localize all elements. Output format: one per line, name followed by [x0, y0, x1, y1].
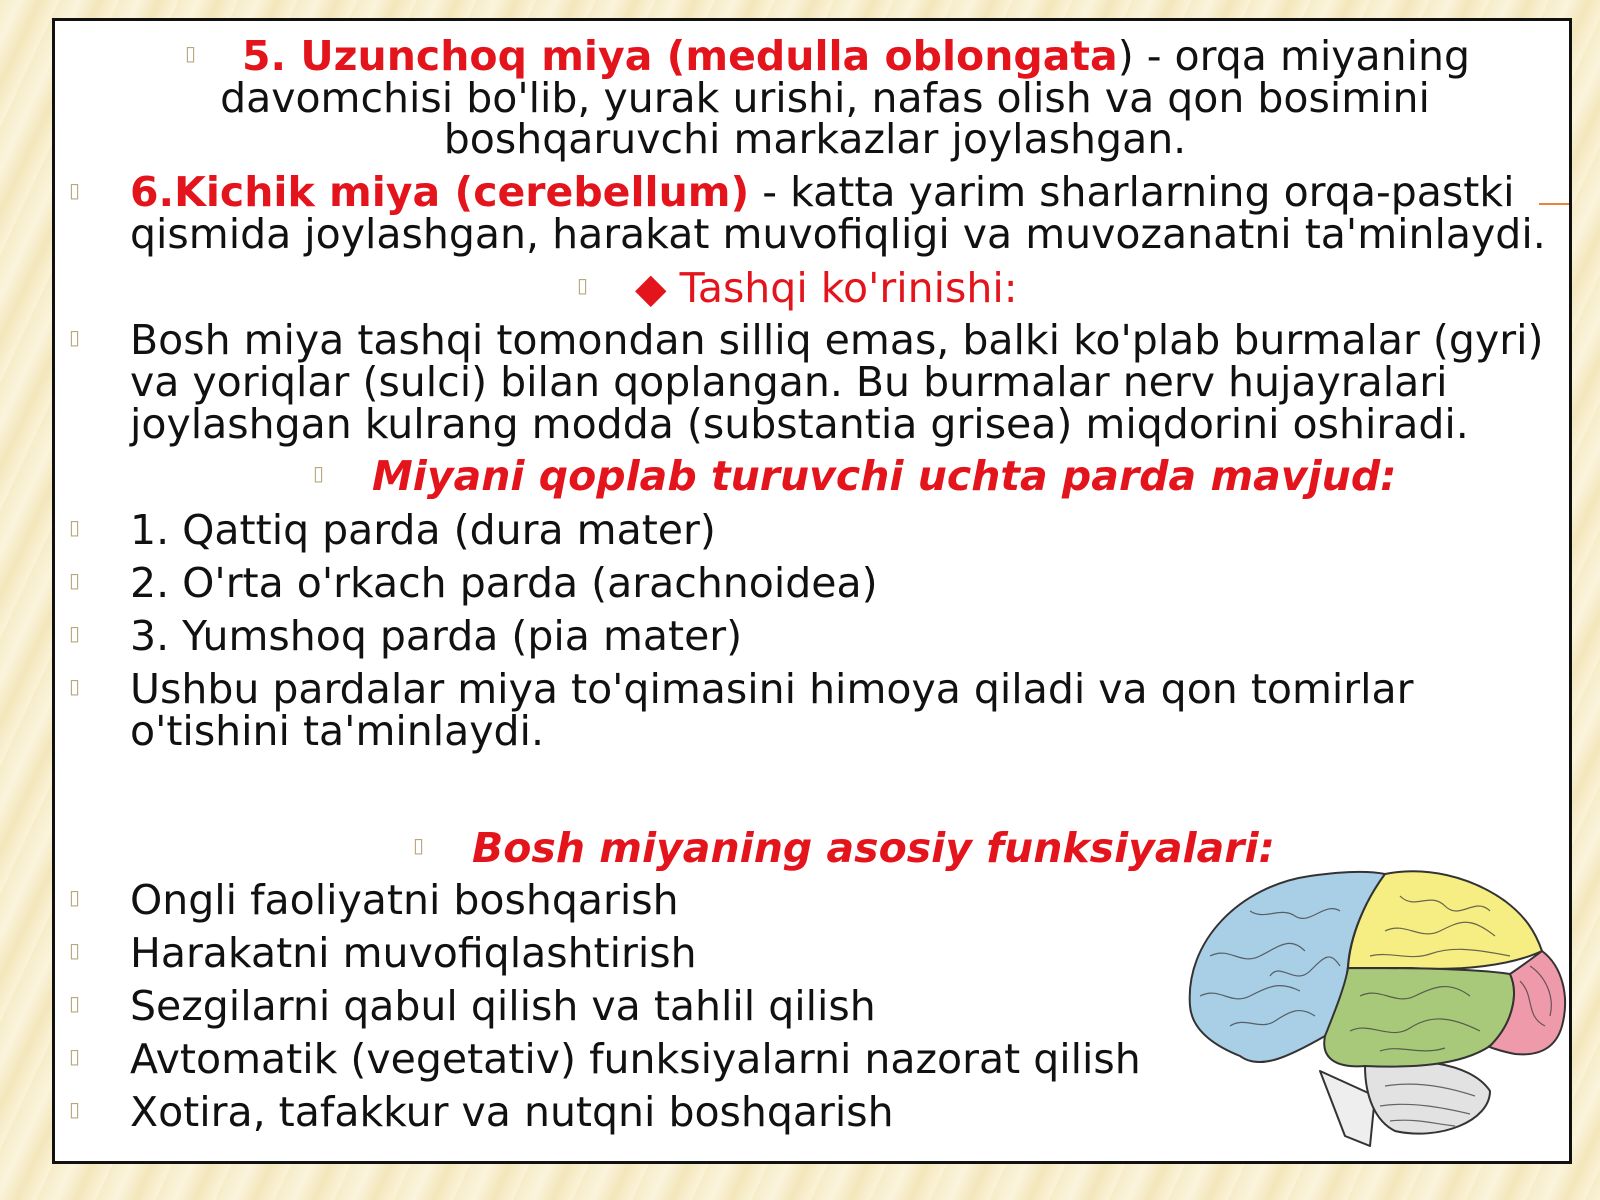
appearance-line-2: va yoriqlar (sulci) bilan qoplangan. Bu burmalar nerv hujayralari: [130, 358, 1448, 406]
bullet-icon: ▯: [69, 674, 81, 698]
bullet-icon: ▯: [69, 325, 81, 349]
bullet-icon: ▯: [69, 1044, 81, 1068]
function-item: Harakatni muvofiqlashtirish: [130, 929, 697, 977]
appearance-heading: ◆ Tashqi ko'rinishi:: [635, 264, 1018, 312]
parietal-lobe: [1348, 871, 1542, 969]
functions-heading: Bosh miyaning asosiy funksiyalari:: [472, 824, 1275, 872]
bullet-icon: ▯: [69, 621, 81, 645]
bullet-icon: ▯: [185, 41, 197, 65]
medulla-heading: 5. Uzunchoq miya (medulla oblongata: [242, 32, 1118, 80]
bullet-icon: ▯: [69, 568, 81, 592]
medulla-line-3: boshqaruvchi markazlar joylashgan.: [443, 115, 1187, 163]
membranes-heading: Miyani qoplab turuvchi uchta parda mavjud:: [372, 452, 1397, 500]
cerebellum-heading: 6.Kichik miya (cerebellum): [130, 168, 750, 216]
decorative-tick: [1539, 203, 1569, 205]
bullet-icon: ▯: [69, 178, 81, 202]
membrane-item: 2. O'rta o'rkach parda (arachnoidea): [130, 559, 878, 607]
appearance-line-3: joylashgan kulrang modda (substantia grisea) miqdorini oshiradi.: [130, 400, 1469, 448]
bullet-icon: ▯: [69, 938, 81, 962]
temporal-lobe: [1324, 968, 1514, 1067]
bullet-icon: ▯: [313, 461, 325, 485]
function-item: Avtomatik (vegetativ) funksiyalarni nazorat qilish: [130, 1035, 1141, 1083]
function-item: Xotira, tafakkur va nutqni boshqarish: [130, 1088, 894, 1136]
slide: [52, 18, 1572, 1164]
medulla-text-1: ) - orqa miyaning: [1117, 32, 1471, 80]
medulla-line-2: davomchisi bo'lib, yurak urishi, nafas olish va qon bosimini: [220, 74, 1430, 122]
cerebellum-text-1: - katta yarim sharlarning orqa-pastki: [749, 168, 1515, 216]
brain-illustration: [1170, 856, 1570, 1156]
bullet-icon: ▯: [69, 991, 81, 1015]
bullet-icon: ▯: [413, 833, 425, 857]
membranes-note-2: o'tishini ta'minlaydi.: [130, 707, 544, 755]
cerebellum-line-1: [130, 168, 1515, 216]
membrane-item: 1. Qattiq parda (dura mater): [130, 506, 716, 554]
bullet-icon: ▯: [577, 273, 589, 297]
membrane-item: 3. Yumshoq parda (pia mater): [130, 612, 743, 660]
bullet-icon: ▯: [69, 515, 81, 539]
cerebellum-lobe: [1365, 1061, 1490, 1133]
function-item: Ongli faoliyatni boshqarish: [130, 876, 679, 924]
membranes-note-1: Ushbu pardalar miya to'qimasini himoya qiladi va qon tomirlar: [130, 665, 1414, 713]
cerebellum-line-2: qismida joylashgan, harakat muvofiqligi va muvozanatni ta'minlaydi.: [130, 210, 1546, 258]
function-item: Sezgilarni qabul qilish va tahlil qilish: [130, 982, 876, 1030]
bullet-icon: ▯: [69, 1097, 81, 1121]
medulla-line-1: [242, 32, 1471, 80]
appearance-line-1: Bosh miya tashqi tomondan silliq emas, balki ko'plab burmalar (gyri): [130, 316, 1544, 364]
bullet-icon: ▯: [69, 885, 81, 909]
